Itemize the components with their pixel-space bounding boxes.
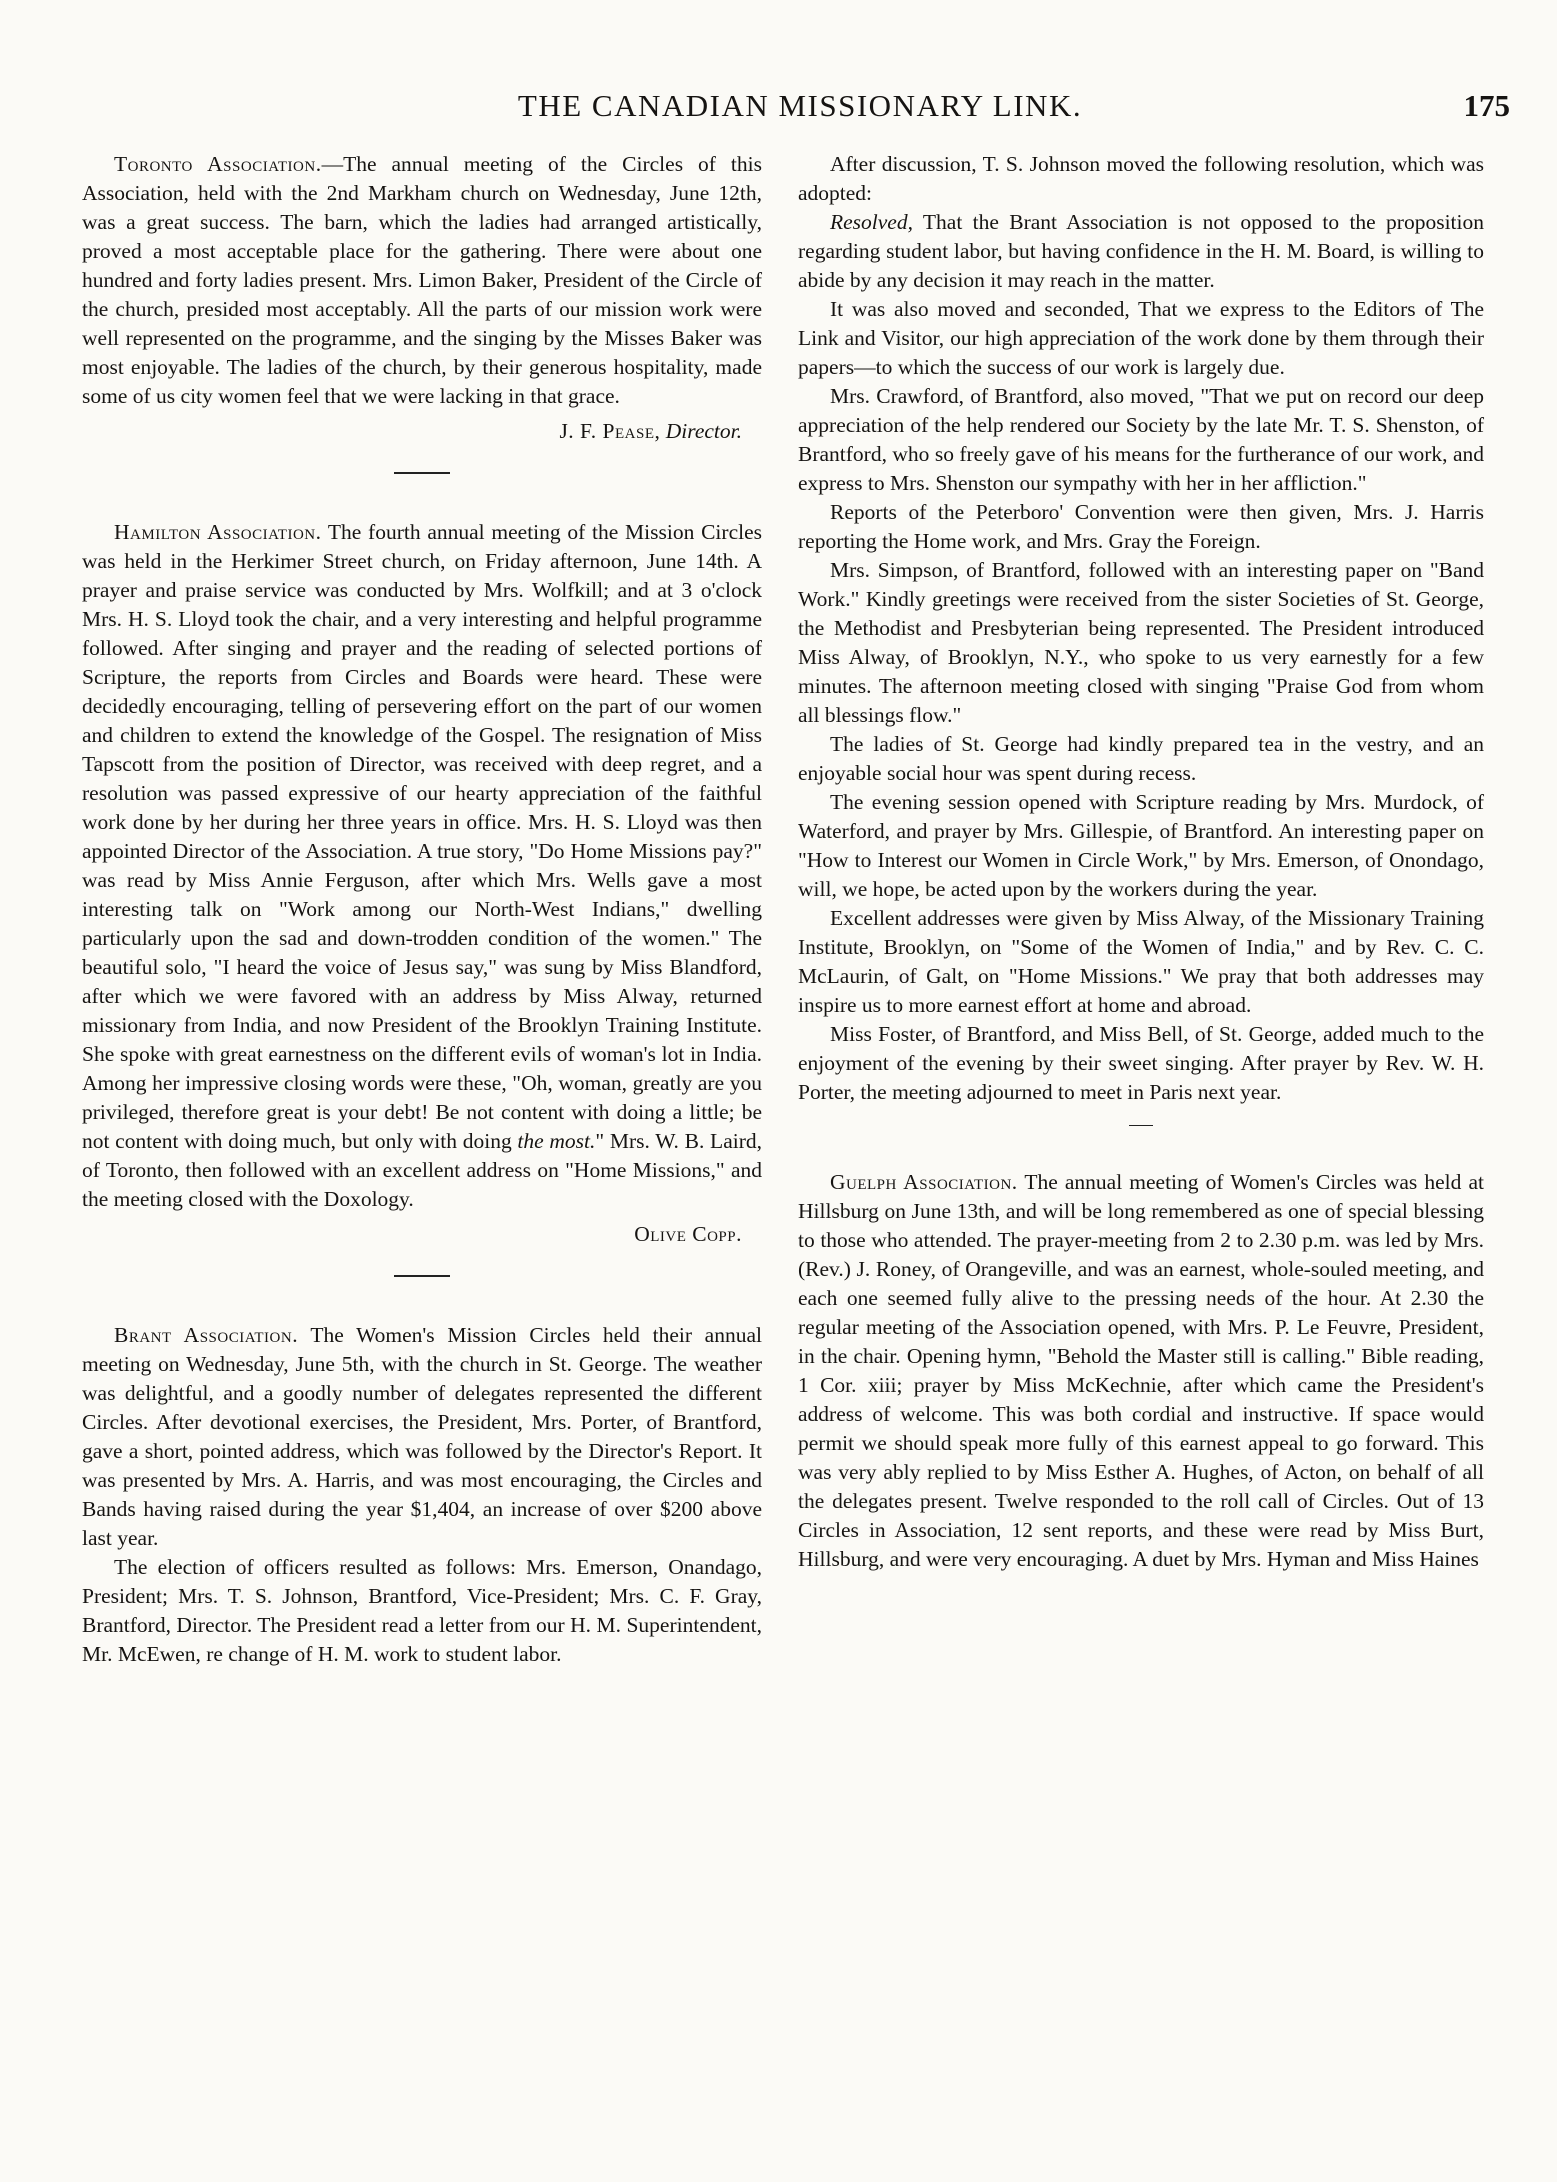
section-divider bbox=[394, 1275, 450, 1277]
resolution-paragraph bbox=[798, 208, 1484, 295]
report-body: The annual meeting of Women's Circles was held at Hillsburg on June 13th, and will be long remembered as one of special blessing to those who attended. The prayer-meeting from 2 to 2.30 p.m. was led by Mrs. (Rev.) J. Roney, of Orangeville, and was an earnest, whole-souled meeting, and each one seemed fully alive to the pressing needs of the hour. At 2.30 the regular meeting of the Association opened, with Mrs. P. Le Feuvre, President, in the chair. Opening hymn, "Behold the Master still is calling." Bible reading, 1 Cor. xiii; prayer by Miss McKechnie, after which came the President's address of welcome. This was both cordial and instructive. If space would permit we should speak more fully of this earnest appeal to go forward. This was very ably replied to by Miss Esther A. Hughes, of Acton, on behalf of all the delegates present. Twelve responded to the roll call of Circles. Out of 13 Circles in Association, 12 sent reports, and these were read by Miss Burt, Hillsburg, and were very encouraging. A duet by Mrs. Hyman and Miss Haines bbox=[798, 1170, 1484, 1571]
resolved-label: Resolved, bbox=[830, 210, 913, 234]
signature-name: Olive Copp. bbox=[634, 1222, 742, 1246]
report-body: The fourth annual meeting of the Mission Circles was held in the Herkimer Street church, on Friday afternoon, June 14th. A prayer and praise service was conducted by Mrs. Wolfkill; and at 3 o'clock Mrs. H. S. Lloyd took the chair, and a very interesting and helpful programme followed. After singing and prayer and the reading of selected portions of Scripture, the reports from Circles and Boards were heard. These were decidedly encouraging, telling of persevering effort on the part of our women and children to extend the knowledge of the Gospel. The resignation of Miss Tapscott from the position of Director, was received with deep regret, and a resolution was passed expressive of our hearty appreciation of the faithful work done by her during her three years in office. Mrs. H. S. Lloyd was then appointed Director of the Association. A true story, "Do Home Missions pay?" was read by Miss Annie Ferguson, after which Mrs. Wells gave a most interesting talk on "Work among our North-West Indians," dwelling particularly upon the sad and down-trodden condition of the women." The beautiful solo, "I heard the voice of Jesus say," was sung by Miss Blandford, after which we were favored with an address by Miss Alway, returned missionary from India, and now President of the Brooklyn Training Institute. She spoke with great earnestness on the different evils of woman's lot in India. Among her impressive closing words were these, "Oh, woman, greatly are you privileged, therefore great is your debt! Be not content with doing a little; be not content with doing much, but only with doing bbox=[82, 520, 762, 1153]
resolution-text: That the Brant Association is not opposed to the proposition regarding student labor, but having confidence in the H. M. Board, is willing to abide by any decision it may reach in the matter. bbox=[798, 210, 1484, 292]
signature-name: J. F. Pease, bbox=[559, 419, 661, 443]
section-heading: Toronto Association. bbox=[114, 152, 322, 176]
report-body: The Women's Mission Circles held their annual meeting on Wednesday, June 5th, with the church in St. George. The weather was delightful, and a goodly number of delegates represented the different Circles. After devotional exercises, the President, Mrs. Porter, of Brantford, gave a short, pointed address, which was followed by the Director's Report. It was presented by Mrs. A. Harris, and was most encouraging, the Circles and Bands having raised during the year $1,404, an increase of over $200 above last year. bbox=[82, 1323, 762, 1550]
page-number: 175 bbox=[1463, 88, 1510, 123]
toronto-association-report bbox=[82, 150, 762, 411]
report-body: —The annual meeting of the Circles of this Association, held with the 2nd Markham church on Wednesday, June 12th, was a great success. The barn, which the ladies had arranged artistically, proved a most acceptable place for the gathering. There were about one hundred and forty ladies present. Mrs. Limon Baker, President of the Circle of the church, presided most acceptably. All the parts of our mission work were well represented on the programme, and the singing by the Misses Baker was most enjoyable. The ladies of the church, by their generous hospitality, made some of us city women feel that we were lacking in that grace. bbox=[82, 152, 762, 408]
section-divider bbox=[394, 472, 450, 474]
signature-title: Director. bbox=[665, 419, 742, 443]
hamilton-association-report bbox=[82, 518, 762, 1214]
brant-discussion-paragraph: After discussion, T. S. Johnson moved the following resolution, which was adopted: bbox=[798, 152, 1484, 205]
toronto-signature bbox=[82, 417, 742, 446]
band-work-paragraph: Mrs. Simpson, of Brantford, followed with an interesting paper on "Band Work." Kindly greetings were received from the sister Societies of St. George, the Methodist and Presbyterian being represented. The President introduced Miss Alway, of Brooklyn, N.Y., who spoke to us very earnestly for a few minutes. The afternoon meeting closed with singing "Praise God from whom all blessings flow." bbox=[798, 558, 1484, 727]
report-body-end: " Mrs. W. B. Laird, of Toronto, then followed with an excellent address on "Home Missions," and the meeting closed with the Doxology. bbox=[82, 1129, 762, 1211]
editors-motion-paragraph: It was also moved and seconded, That we express to the Editors of The Link and Visitor, our high appreciation of the work done by them through their papers—to which the success of our work is largely due. bbox=[798, 297, 1484, 379]
hamilton-signature bbox=[82, 1220, 742, 1249]
left-column bbox=[82, 150, 762, 1669]
journal-title: THE CANADIAN MISSIONARY LINK. bbox=[517, 88, 1083, 123]
section-divider bbox=[1129, 1125, 1153, 1126]
section-heading: Brant Association. bbox=[114, 1323, 299, 1347]
brant-association-report bbox=[82, 1321, 762, 1553]
right-column bbox=[798, 150, 1484, 1574]
guelph-association-report bbox=[798, 1168, 1484, 1574]
page-header bbox=[90, 86, 1510, 130]
emphasis-text: the most. bbox=[517, 1129, 596, 1153]
evening-session-paragraph: The evening session opened with Scripture reading by Mrs. Murdock, of Waterford, and prayer by Mrs. Gillespie, of Brantford. An interesting paper on "How to Interest our Women in Circle Work," by Mrs. Emerson, of Onondago, will, we hope, be acted upon by the workers during the year. bbox=[798, 790, 1484, 901]
section-heading: Guelph Association. bbox=[830, 1170, 1018, 1194]
addresses-paragraph: Excellent addresses were given by Miss Alway, of the Missionary Training Institute, Brooklyn, on "Some of the Women of India," and by Rev. C. C. McLaurin, of Galt, on "Home Missions." We pray that both addresses may inspire us to more earnest effort at home and abroad. bbox=[798, 906, 1484, 1017]
closing-paragraph: Miss Foster, of Brantford, and Miss Bell, of St. George, added much to the enjoyment of the evening by their sweet singing. After prayer by Rev. W. H. Porter, the meeting adjourned to meet in Paris next year. bbox=[798, 1022, 1484, 1104]
tea-paragraph: The ladies of St. George had kindly prepared tea in the vestry, and an enjoyable social hour was spent during recess. bbox=[798, 732, 1484, 785]
shenston-motion-paragraph: Mrs. Crawford, of Brantford, also moved, "That we put on record our deep appreciation of the help rendered our Society by the late Mr. T. S. Shenston, of Brantford, who so freely gave of his means for the furtherance of our work, and express to Mrs. Shenston our sympathy with her in her affliction." bbox=[798, 384, 1484, 495]
section-heading: Hamilton Association. bbox=[114, 520, 322, 544]
brant-election-paragraph: The election of officers resulted as follows: Mrs. Emerson, Onandago, President; Mrs. T. S. Johnson, Brantford, Vice-President; Mrs. C. F. Gray, Brantford, Director. The President read a letter from our H. M. Superintendent, Mr. McEwen, re change of H. M. work to student labor. bbox=[82, 1555, 762, 1666]
convention-reports-paragraph: Reports of the Peterboro' Convention were then given, Mrs. J. Harris reporting the Home work, and Mrs. Gray the Foreign. bbox=[798, 500, 1484, 553]
